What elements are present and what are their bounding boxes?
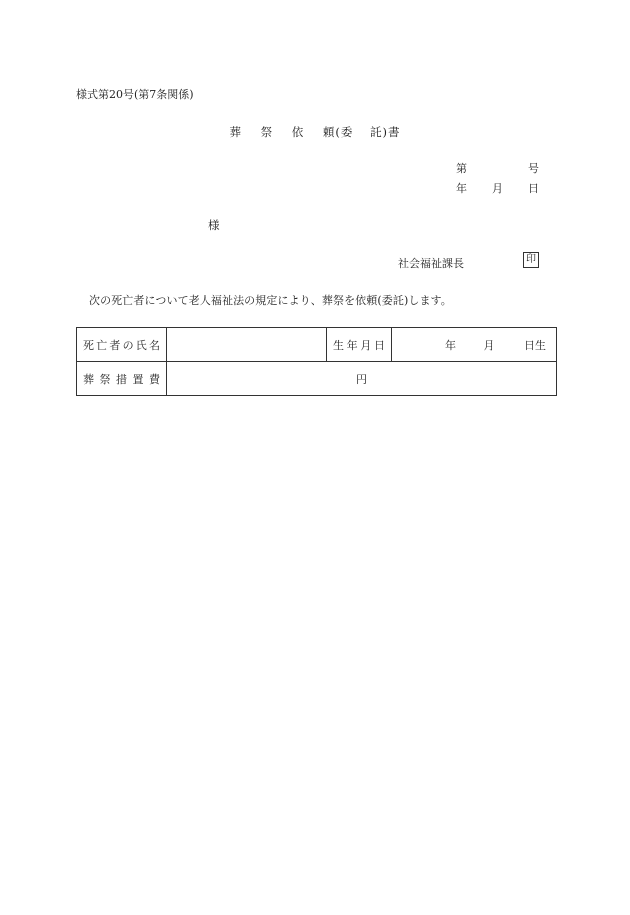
- addressee-honorific: 様: [208, 218, 220, 232]
- date-year-label: 年: [456, 182, 467, 195]
- deceased-name-field[interactable]: [167, 328, 327, 362]
- document-title: [0, 124, 630, 140]
- deceased-name-label: 死亡者の氏名: [77, 328, 167, 362]
- date-day-label: 日: [528, 182, 539, 195]
- seal-stamp-box: 印: [523, 252, 539, 268]
- intro-text: 次の死亡者について老人福祉法の規定により、葬祭を依頼(委託)します。: [89, 294, 452, 307]
- birth-year-label: 年: [445, 338, 456, 352]
- birth-month-label: 月: [483, 338, 495, 352]
- document-number-suffix: 号: [528, 162, 539, 175]
- sender-title: 社会福祉課長: [398, 257, 464, 270]
- form-number: 様式第20号(第7条関係): [76, 88, 194, 101]
- title-part: 託)書: [370, 125, 401, 139]
- funeral-expense-label: 葬祭措置費: [77, 362, 167, 396]
- document-number-label: 第: [456, 162, 467, 175]
- title-part: 祭: [260, 125, 274, 139]
- table-row: [77, 328, 557, 362]
- yen-unit: 円: [356, 372, 367, 386]
- title-part: 依: [291, 125, 305, 139]
- birth-date-field[interactable]: [392, 328, 557, 362]
- funeral-expense-amount-field[interactable]: [167, 362, 557, 396]
- title-part: 頼(委: [322, 125, 354, 139]
- birth-date-label: 生年月日: [327, 328, 392, 362]
- birth-day-label: 日生: [524, 338, 546, 352]
- date-month-label: 月: [492, 182, 503, 195]
- table-row: [77, 362, 557, 396]
- request-form-table: [76, 327, 557, 396]
- title-part: 葬: [229, 125, 242, 139]
